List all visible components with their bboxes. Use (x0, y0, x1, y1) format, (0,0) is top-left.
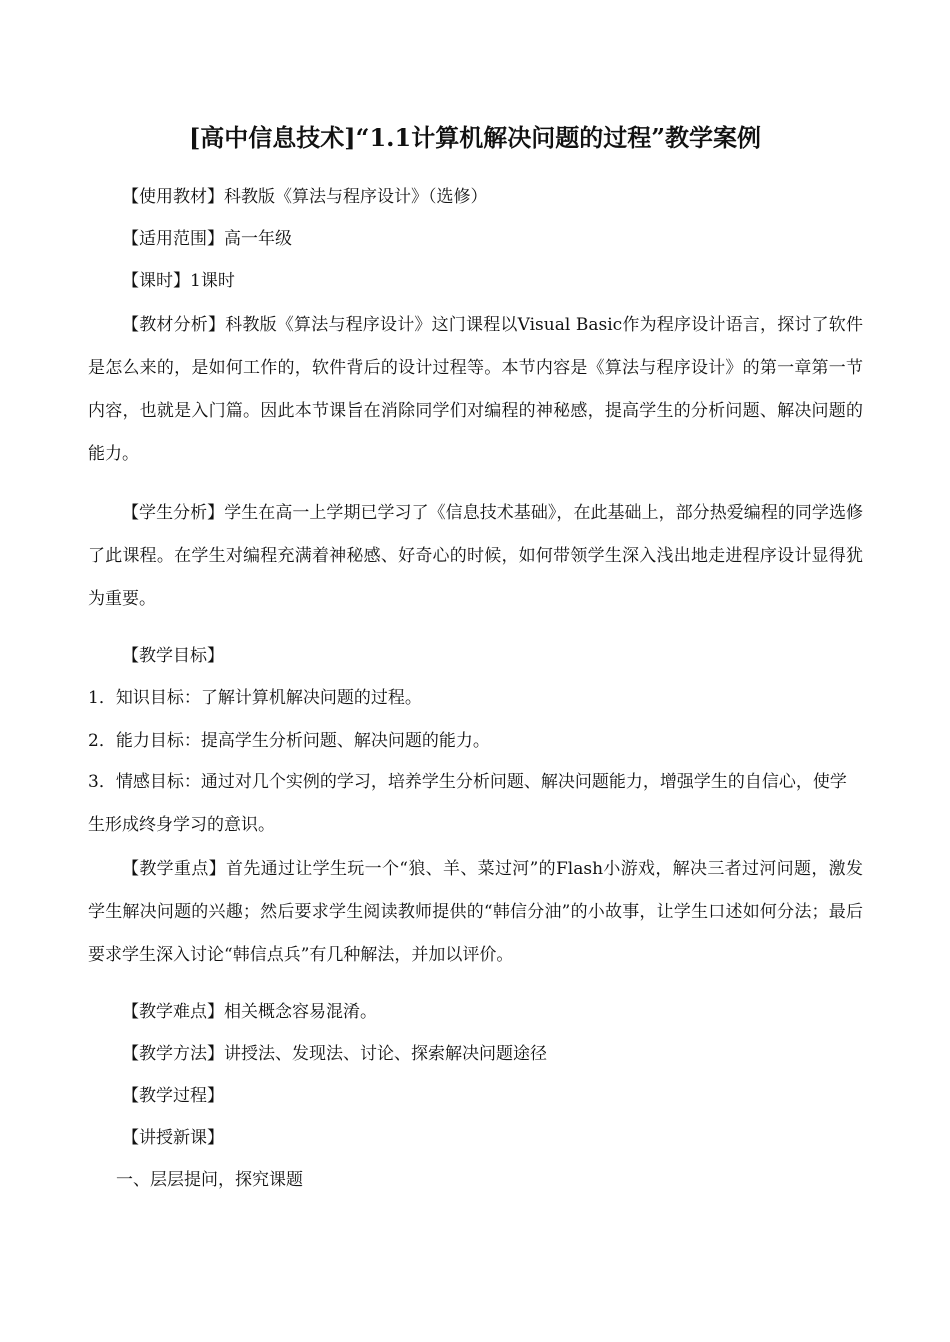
paragraph-key-points: 【教学重点】首先通过让学生玩一个“狼、羊、菜过河”的Flash小游戏，解决三者过河问题，激发学生解决问题的兴趣；然后要求学生阅读教师提供的“韩信分油”的小故事，让学生口述如何分法；最后要求学生深入讨论“韩信点兵”有几种解法，并加以评价。 (88, 859, 863, 965)
paragraph-methods: 【教学方法】讲授法、发现法、讨论、探索解决问题途径 (122, 1044, 547, 1064)
paragraph-material-analysis: 【教材分析】科教版《算法与程序设计》这门课程以Visual Basic作为程序设计语言，探讨了软件是怎么来的，是如何工作的，软件背后的设计过程等。本节内容是《算法与程序设计》的第一章第一节内容，也就是入门篇。因此本节课旨在消除同学们对编程的神秘感，提高学生的分析问题、解决问题的能力。 (88, 315, 863, 464)
paragraph-student-analysis: 【学生分析】学生在高一上学期已学习了《信息技术基础》，在此基础上，部分热爱编程的同学选修了此课程。在学生对编程充满着神秘感、好奇心的时候，如何带领学生深入浅出地走进程序设计显得犹为重要。 (88, 503, 863, 609)
list-item-objective-2: 2．能力目标：提高学生分析问题、解决问题的能力。 (88, 731, 490, 751)
list-item-objective-1: 1．知识目标：了解计算机解决问题的过程。 (88, 688, 422, 708)
paragraph-difficulties: 【教学难点】相关概念容易混淆。 (122, 1002, 377, 1022)
list-item-objective-3: 3．情感目标：通过对几个实例的学习，培养学生分析问题、解决问题能力，增强学生的自信心，使学生形成终身学习的意识。 (88, 772, 847, 835)
paragraph-objectives-heading: 【教学目标】 (122, 646, 224, 666)
paragraph-hours: 【课时】1课时 (122, 271, 235, 291)
section-heading-1: 一、层层提问，探究课题 (116, 1170, 303, 1190)
paragraph-new-lesson: 【讲授新课】 (122, 1128, 224, 1148)
paragraph-process: 【教学过程】 (122, 1086, 224, 1106)
paragraph-textbook: 【使用教材】科教版《算法与程序设计》（选修） (122, 187, 488, 207)
document-title: [高中信息技术]“1.1计算机解决问题的过程”教学案例 (188, 123, 762, 152)
paragraph-scope: 【适用范围】高一年级 (122, 229, 292, 249)
